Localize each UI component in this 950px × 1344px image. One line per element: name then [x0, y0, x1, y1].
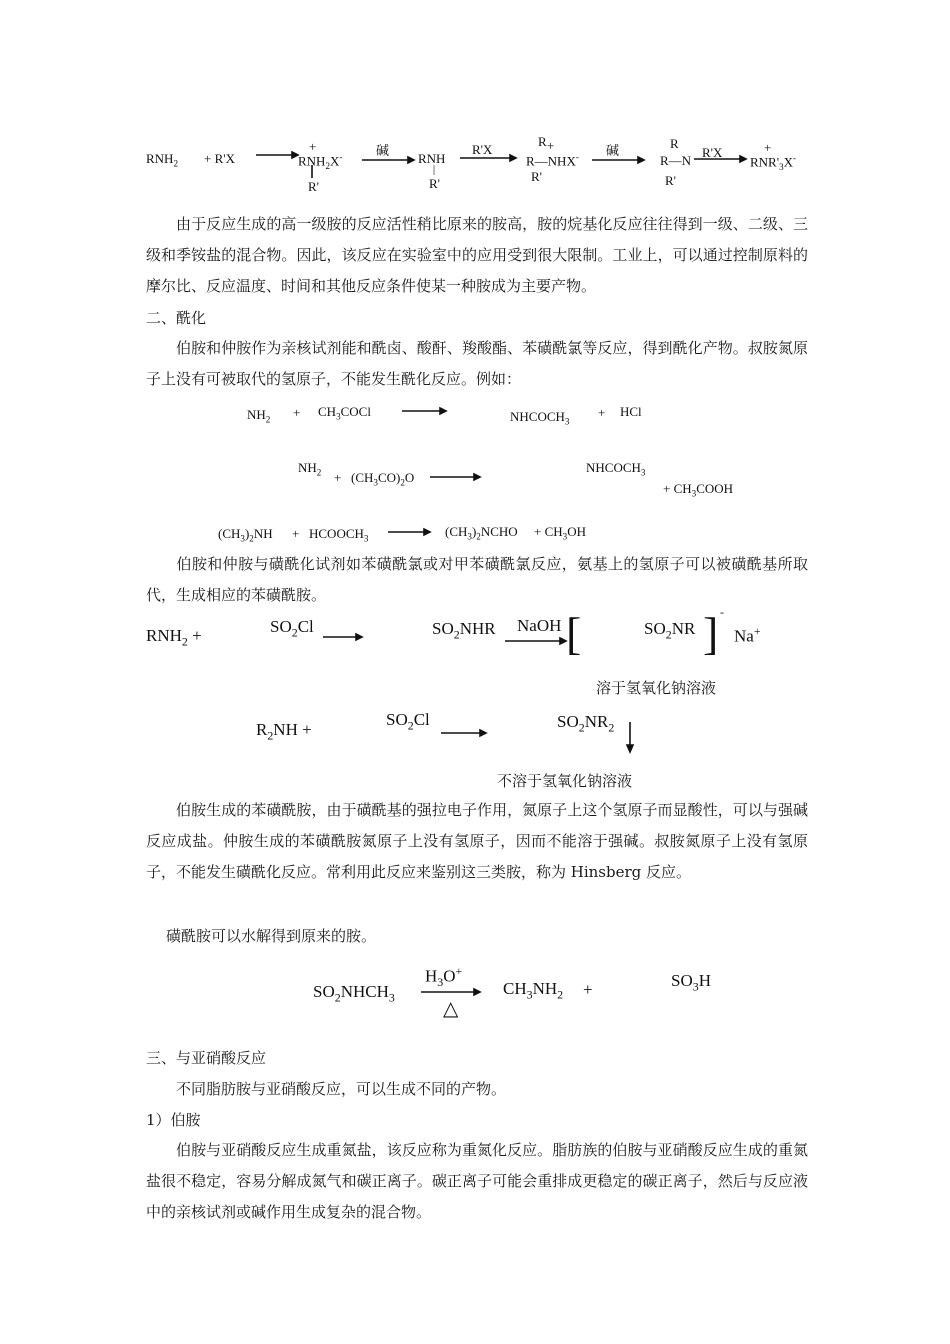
eq3-plus1: +	[334, 470, 342, 485]
eq7-heat-symbol: △	[443, 998, 459, 1020]
eq5-left-bracket: [	[566, 608, 582, 659]
paragraph-sulfonylation: 伯胺和仲胺与磺酰化试剂如苯磺酰氯或对甲苯磺酰氯反应，氨基上的氢原子可以被磺酰基所取代，生成相应的苯磺酰胺。	[146, 555, 808, 604]
eq7-methylamine: $CH_3NH_2$	[503, 979, 564, 1002]
eq5-charge: -	[720, 605, 724, 619]
sentence-hydrolysis: 磺酰胺可以水解得到原来的胺。	[166, 927, 377, 945]
eq4-methyl-formate: $HCOOCH_3$	[309, 526, 369, 544]
eq7-reactant: $SO_2NHCH_3$	[313, 982, 395, 1005]
eq2-ch3cocl: $CH_3COCl$	[318, 404, 371, 422]
eq1-amine3: R—N	[660, 153, 692, 168]
section-heading-nitrous-acid: 三、与亚硝酸反应	[146, 1049, 267, 1067]
eq4-plus1: +	[292, 526, 300, 541]
eq4-product: $(CH_3)_2NCHO$	[445, 524, 518, 542]
eq6-so2cl: $SO_2Cl$	[386, 710, 430, 733]
eq1-rnh2: $RNH_2$	[146, 151, 178, 169]
subheading-primary-amine: 1）伯胺	[146, 1111, 201, 1129]
eq6-product: $SO_2NR_2$	[557, 712, 615, 735]
eq1-quat: $RNR'_3X^-$	[750, 153, 797, 172]
eq1-salt2-charge: +	[547, 138, 555, 153]
eq6-r2nh: $R_2NH$ +	[256, 720, 312, 743]
eq1-base1: 碱	[376, 143, 390, 158]
eq1-rnh-r: R'	[429, 176, 441, 191]
eq5-rnh2: $RNH_2$ +	[146, 626, 202, 649]
eq5-salt: $SO_2NR$	[644, 619, 696, 642]
eq2-hcl: HCl	[620, 404, 642, 419]
eq1-rx3: R'X	[702, 145, 723, 160]
eq2-plus2: +	[598, 405, 606, 420]
eq4-methanol: + $CH_3OH$	[534, 524, 586, 542]
sentence-nitrous-products: 不同脂肪胺与亚硝酸反应，可以生成不同的产物。	[176, 1080, 507, 1098]
eq1-salt2-r: R'	[531, 169, 543, 184]
eq1-salt1-charge: +	[309, 139, 317, 154]
eq4-dimethylamine: $(CH_3)_2NH$	[218, 526, 273, 544]
eq1-salt2: R—NHX-	[526, 152, 579, 169]
eq1-base2: 碱	[606, 143, 620, 158]
eq5-product: $SO_2NHR$	[432, 619, 496, 642]
eq2-product: $NHCOCH_3$	[510, 409, 570, 427]
eq1-amine3-top: R	[670, 136, 679, 151]
eq3-product: $NHCOCH_3$	[586, 460, 646, 478]
eq1-salt1: $RNH_2X^-$	[298, 152, 343, 171]
eq6-note-insoluble: 不溶于氢氧化钠溶液	[497, 772, 633, 790]
eq5-note-soluble: 溶于氢氧化钠溶液	[596, 679, 717, 697]
eq1-salt1-r: R'	[308, 179, 320, 194]
eq7-plus: +	[583, 980, 593, 999]
eq1-rx2: R'X	[472, 142, 493, 157]
eq5-so2cl: $SO_2Cl$	[270, 617, 314, 640]
eq1-plus-rx: + R'X	[204, 151, 235, 166]
eq2-nh2: $NH_2$	[247, 407, 271, 425]
eq1-amine3-r: R'	[665, 173, 677, 188]
eq5-right-bracket: ]	[703, 608, 719, 659]
eq3-ch3cooh: + $CH_3COOH$	[663, 481, 734, 499]
eq2-plus1: +	[293, 405, 301, 420]
paragraph-diazotization: 伯胺与亚硝酸反应生成重氮盐，该反应称为重氮化反应。脂肪族的伯胺与亚硝酸反应生成的重氮盐很不稳定，容易分解成氮气和碳正离子。碳正离子可能会重排成更稳定的碳正离子，然后与反应液中的亲核试剂或碱作用生成复杂的混合物。	[146, 1141, 808, 1221]
paragraph-alkylation-mixture: 由于反应生成的高一级胺的反应活性稍比原来的胺高，胺的烷基化反应往往得到一级、二级、三级和季铵盐的混合物。因此，该反应在实验室中的应用受到很大限制。工业上，可以通过控制原料的摩尔比、反应温度、时间和其他反应条件使某一种胺成为主要产物。	[146, 215, 808, 295]
section-heading-acylation: 二、酰化	[146, 309, 207, 327]
paragraph-acylation: 伯胺和仲胺作为亲核试剂能和酰卤、酸酐、羧酸酯、苯磺酰氯等反应，得到酰化产物。叔胺氮原子上没有可被取代的氢原子，不能发生酰化反应。例如：	[146, 339, 808, 388]
eq7-sulfonic-acid: $SO_3H$	[671, 971, 711, 994]
eq1-rnh: RNH	[418, 151, 446, 166]
eq3-nh2: $NH_2$	[298, 460, 322, 478]
eq1-salt2-top: R	[538, 134, 547, 149]
eq5-naoh: NaOH	[517, 616, 562, 635]
paragraph-hinsberg: 伯胺生成的苯磺酰胺，由于磺酰基的强拉电子作用，氮原子上这个氢原子而显酸性，可以与强碱反应成盐。仲胺生成的苯磺酰胺氮原子上没有氢原子，因而不能溶于强碱。叔胺氮原子上没有氢原子，不能发生磺酰化反应。常利用此反应来鉴别这三类胺，称为 Hinsberg 反应。	[146, 801, 808, 881]
eq7-reagent: $H_3O^+$	[425, 964, 463, 990]
eq3-anhydride: $(CH_3CO)_2O$	[351, 470, 415, 488]
eq5-sodium: Na+	[734, 624, 761, 646]
eq1-quat-charge: +	[764, 140, 772, 155]
